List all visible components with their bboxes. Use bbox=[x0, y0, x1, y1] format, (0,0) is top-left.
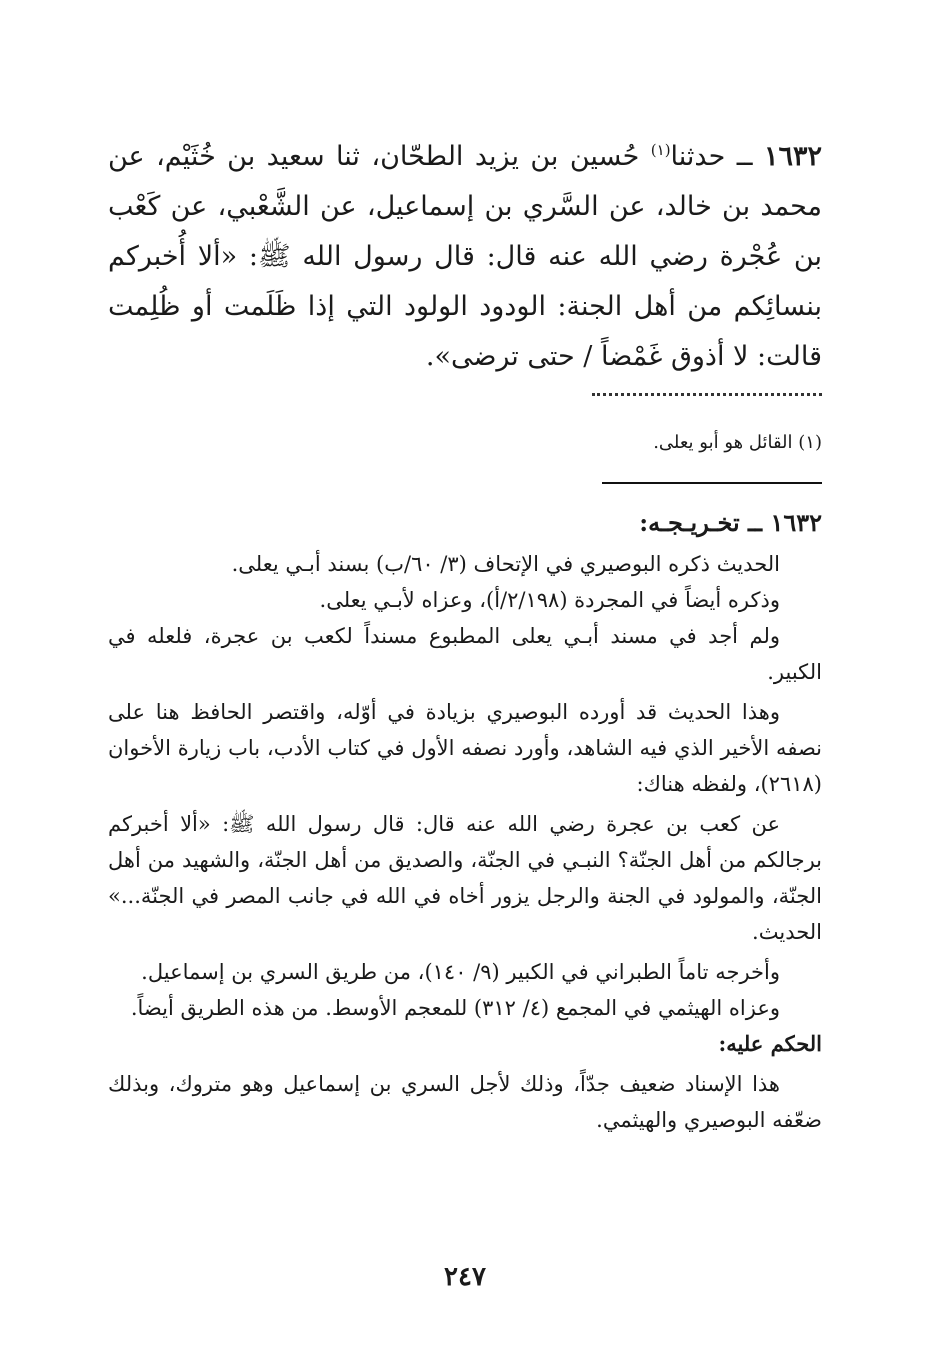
ruling-heading: الحكم عليه: bbox=[718, 1031, 822, 1056]
takhrij-paragraph: وأخرجه تاماً الطبراني في الكبير (٩/ ١٤٠)، من طريق السري بن إسماعيل. bbox=[141, 960, 780, 984]
hadith-text bbox=[108, 132, 822, 382]
ruling-text: هذا الإسناد ضعيف جدّاً، وذلك لأجل السري بن إسماعيل وهو متروك، وبذلك ضعّفه البوصيري والهيثمي. bbox=[108, 1072, 822, 1132]
footnote-separator bbox=[592, 393, 822, 396]
takhrij-paragraph: وعزاه الهيثمي في المجمع (٤/ ٣١٢) للمعجم الأوسط. من هذه الطريق أيضاً. bbox=[130, 996, 780, 1020]
hadith-dash: ــ bbox=[725, 141, 764, 172]
footnote-ref: (١) bbox=[650, 141, 671, 159]
takhrij-paragraph: وذكره أيضاً في المجردة (٢/١٩٨/أ)، وعزاه لأبـي يعلى. bbox=[319, 588, 780, 612]
takhrij-paragraph: وهذا الحديث قد أورده البوصيري بزيادة في أوّله، واقتصر الحافظ هنا على نصفه الأخير الذي فيه الشاهد، وأورد نصفه الأول في كتاب الأدب، باب زيارة الأخوان (٢٦١٨)، ولفظه هناك: bbox=[108, 700, 822, 796]
footnote: (١) القائل هو أبو يعلى. bbox=[653, 432, 822, 453]
takhrij-body bbox=[108, 546, 822, 1138]
hadith-lead: حدثنا bbox=[670, 141, 726, 172]
takhrij-paragraph: ولم أجد في مسند أبـي يعلى المطبوع مسنداً لكعب بن عجرة، فلعله في الكبير. bbox=[108, 624, 822, 684]
takhrij-heading: ١٦٣٢ ــ تخـريـجـه: bbox=[639, 508, 822, 537]
section-rule bbox=[602, 482, 822, 484]
takhrij-paragraph: عن كعب بن عجرة رضي الله عنه قال: قال رسول الله ﷺ: «ألا أخبركم برجالكم من أهل الجنّة؟ النبـي في الجنّة، والصديق من أهل الجنّة، والشهيد من أهل الجنّة، والمولود في الجنة والرجل يزور أخاه في الله في جانب المصر في الجنّة...» الحديث. bbox=[108, 812, 822, 944]
page-number: ٢٤٧ bbox=[444, 1262, 486, 1292]
hadith-body: حُسين بن يزيد الطحّان، ثنا سعيد بن خُثَيْم، عن محمد بن خالد، عن السَّري بن إسماعيل، عن الشَّعْبي، عن كَعْب بن عُجْرة رضي الله عنه قال: قال رسول الله ﷺ: «ألا أُخبركم بنسائِكم من أهل الجنة: الودود الولود التي إذا ظَلَمت أو ظُلِمت قالت: لا أذوق غَمْضاً / حتى ترضى». bbox=[108, 141, 822, 372]
hadith-number: ١٦٣٢ bbox=[763, 141, 822, 172]
takhrij-paragraph: الحديث ذكره البوصيري في الإتحاف (٣/ ٦٠/ب) بسند أبـي يعلى. bbox=[231, 552, 780, 576]
